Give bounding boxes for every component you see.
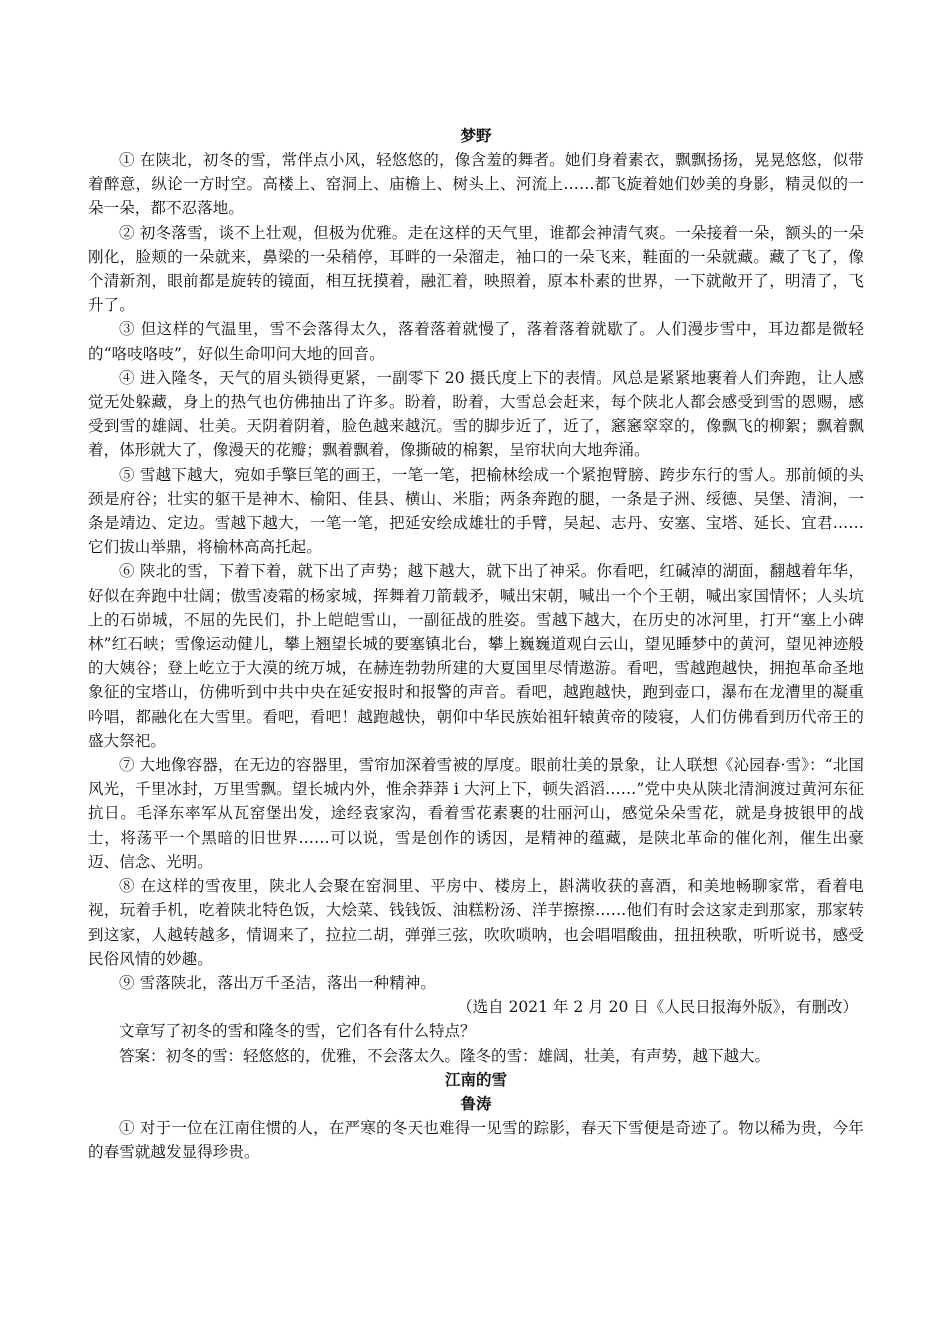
second-paragraph-1: ① 对于一位在江南住惯的人，在严寒的冬天也难得一见雪的踪影，春天下雪便是奇迹了。物以稀为贵，今年的春雪就越发显得珍贵。 xyxy=(88,1118,864,1161)
paragraph-6: ⑥ 陕北的雪，下着下着，就下出了声势；越下越大，就下出了神采。你看吧，红碱淖的湖面，翻越着年华，好似在奔跑中壮阔；傲雪凌霜的杨家城，挥舞着刀箭载矛，喊出宋朝，喊出一个个王朝，喊出家国情怀；人头坑上的石峁城，不屈的先民们，扑上皑皑雪山，一副征战的胜姿。雪越下越大，在历史的冰河里，打开“塞上小碑林”红石峡；雪像运动健儿，攀上翘望长城的要塞镇北台，攀上巍巍道观白云山，望见睡梦中的黄河，望见神迹般的大姨谷；登上屹立于大漠的统万城，在赫连勃勃所建的大夏国里尽情遨游。看吧，雪越跑越快，拥抱革命圣地象征的宝塔山，仿佛听到中共中央在延安报时和报警的声音。看吧，越跑越快，跑到壶口，瀑布在龙漕里的凝重吟唱，都融化在大雪里。看吧，看吧！越跑越快，朝仰中华民族始祖轩辕黄帝的陵寝，人们仿佛看到历代帝王的盛大祭祀。 xyxy=(88,562,864,750)
question-text: 文章写了初冬的雪和隆冬的雪，它们各有什么特点？ xyxy=(119,1022,476,1041)
paragraph-2: ② 初冬落雪，谈不上壮观，但极为优雅。走在这样的天气里，谁都会神清气爽。一朵接着一朵，额头的一朵刚化，脸颊的一朵就来，鼻梁的一朵稍停，耳畔的一朵溜走，袖口的一朵飞来，鞋面的一朵就藏。藏了飞了，像个清新剂，眼前都是旋转的镜面，相互抚摸着，融汇着，映照着，原本朴素的世界，一下就敞开了，明清了，飞升了。 xyxy=(88,223,864,315)
paragraph-5: ⑤ 雪越下越大，宛如手擎巨笔的画王，一笔一笔，把榆林绘成一个紧抱臂膀、跨步东行的雪人。那前倾的头颈是府谷；壮实的躯干是神木、榆阳、佳县、横山、米脂；两条奔跑的腿，一条是子洲、绥德、吴堡、清涧，一条是靖边、定边。雪越下越大，一笔一笔，把延安绘成雄壮的手臂，吴起、志丹、安塞、宝塔、延长、宜君……它们拔山举鼎，将榆林高高托起。 xyxy=(88,465,864,557)
paragraph-8: ⑧ 在这样的雪夜里，陕北人会聚在窑洞里、平房中、楼房上，斟满收获的喜酒，和美地畅聊家常，看着电视，玩着手机，吃着陕北特色饭，大烩菜、钱钱饭、油糕粉汤、洋芋擦擦……他们有时会这家走到那家，那家转到这家，人越转越多，情调来了，拉拉二胡，弹弹三弦，吹吹唢呐，也会唱唱酸曲，扭扭秧歌，听听说书，感受民俗风情的妙趣。 xyxy=(88,877,864,968)
paragraph-9: ⑨ 雪落陕北，落出万千圣洁，落出一种精神。 xyxy=(119,973,437,992)
second-article-author: 鲁涛 xyxy=(460,1094,492,1113)
paragraph-1: ① 在陕北，初冬的雪，常伴点小风，轻悠悠的，像含羞的舞者。她们身着素衣，飘飘扬扬，晃晃悠悠，似带着醉意，纵论一方时空。高楼上、窑洞上、庙檐上、树头上、河流上……都飞旋着她们妙美的身影，精灵似的一朵一朵，都不忍落地。 xyxy=(88,151,864,218)
document-body xyxy=(88,124,864,1164)
source-citation: （选自 2021 年 2 月 20 日《人民日报海外版》，有删改） xyxy=(457,998,858,1017)
answer-text: 答案：初冬的雪：轻悠悠的，优雅，不会落太久。隆冬的雪：雄阔，壮美，有声势，越下越大。 xyxy=(119,1046,771,1065)
paragraph-4: ④ 进入隆冬，天气的眉头锁得更紧，一副零下 20 摄氏度上下的表情。风总是紧紧地裹着人们奔跑，让人感觉无处躲藏，身上的热气也仿佛抽出了许多。盼着，盼着，大雪总会赶来，每个陕北人都会感受到雪的恩赐，感受到雪的雄阔、壮美。天阴着阴着，脸色越来越沉。雪的脚步近了，近了，窸窸窣窣的，像飘飞的柳絮；飘着飘着，体形就大了，像漫天的花瓣；飘着飘着，像撕破的棉絮，呈帘状向大地奔涌。 xyxy=(88,368,864,460)
paragraph-3: ③ 但这样的气温里，雪不会落得太久，落着落着就慢了，落着落着就歇了。人们漫步雪中，耳边都是微轻的“咯吱咯吱”，好似生命叩问大地的回音。 xyxy=(88,320,864,363)
article-title: 梦野 xyxy=(460,127,492,145)
paragraph-7: ⑦ 大地像容器，在无边的容器里，雪帘加深着雪被的厚度。眼前壮美的景象，让人联想《沁园春·雪》：“北国风光，千里冰封，万里雪飘。望长城内外，惟余莽莽 i 大河上下，顿失滔滔……”党中央从陕北清涧渡过黄河东征抗日。毛泽东率军从瓦窑堡出发，途经袁家沟，看着雪花素裹的壮丽河山，感觉朵朵雪花，就是身披银甲的战士，将荡平一个黑暗的旧世界……可以说，雪是创作的诱因，是精神的蕴藏，是陕北革命的催化剂，催生出豪迈、信念、光明。 xyxy=(88,756,864,871)
second-article-title: 江南的雪 xyxy=(444,1070,507,1089)
